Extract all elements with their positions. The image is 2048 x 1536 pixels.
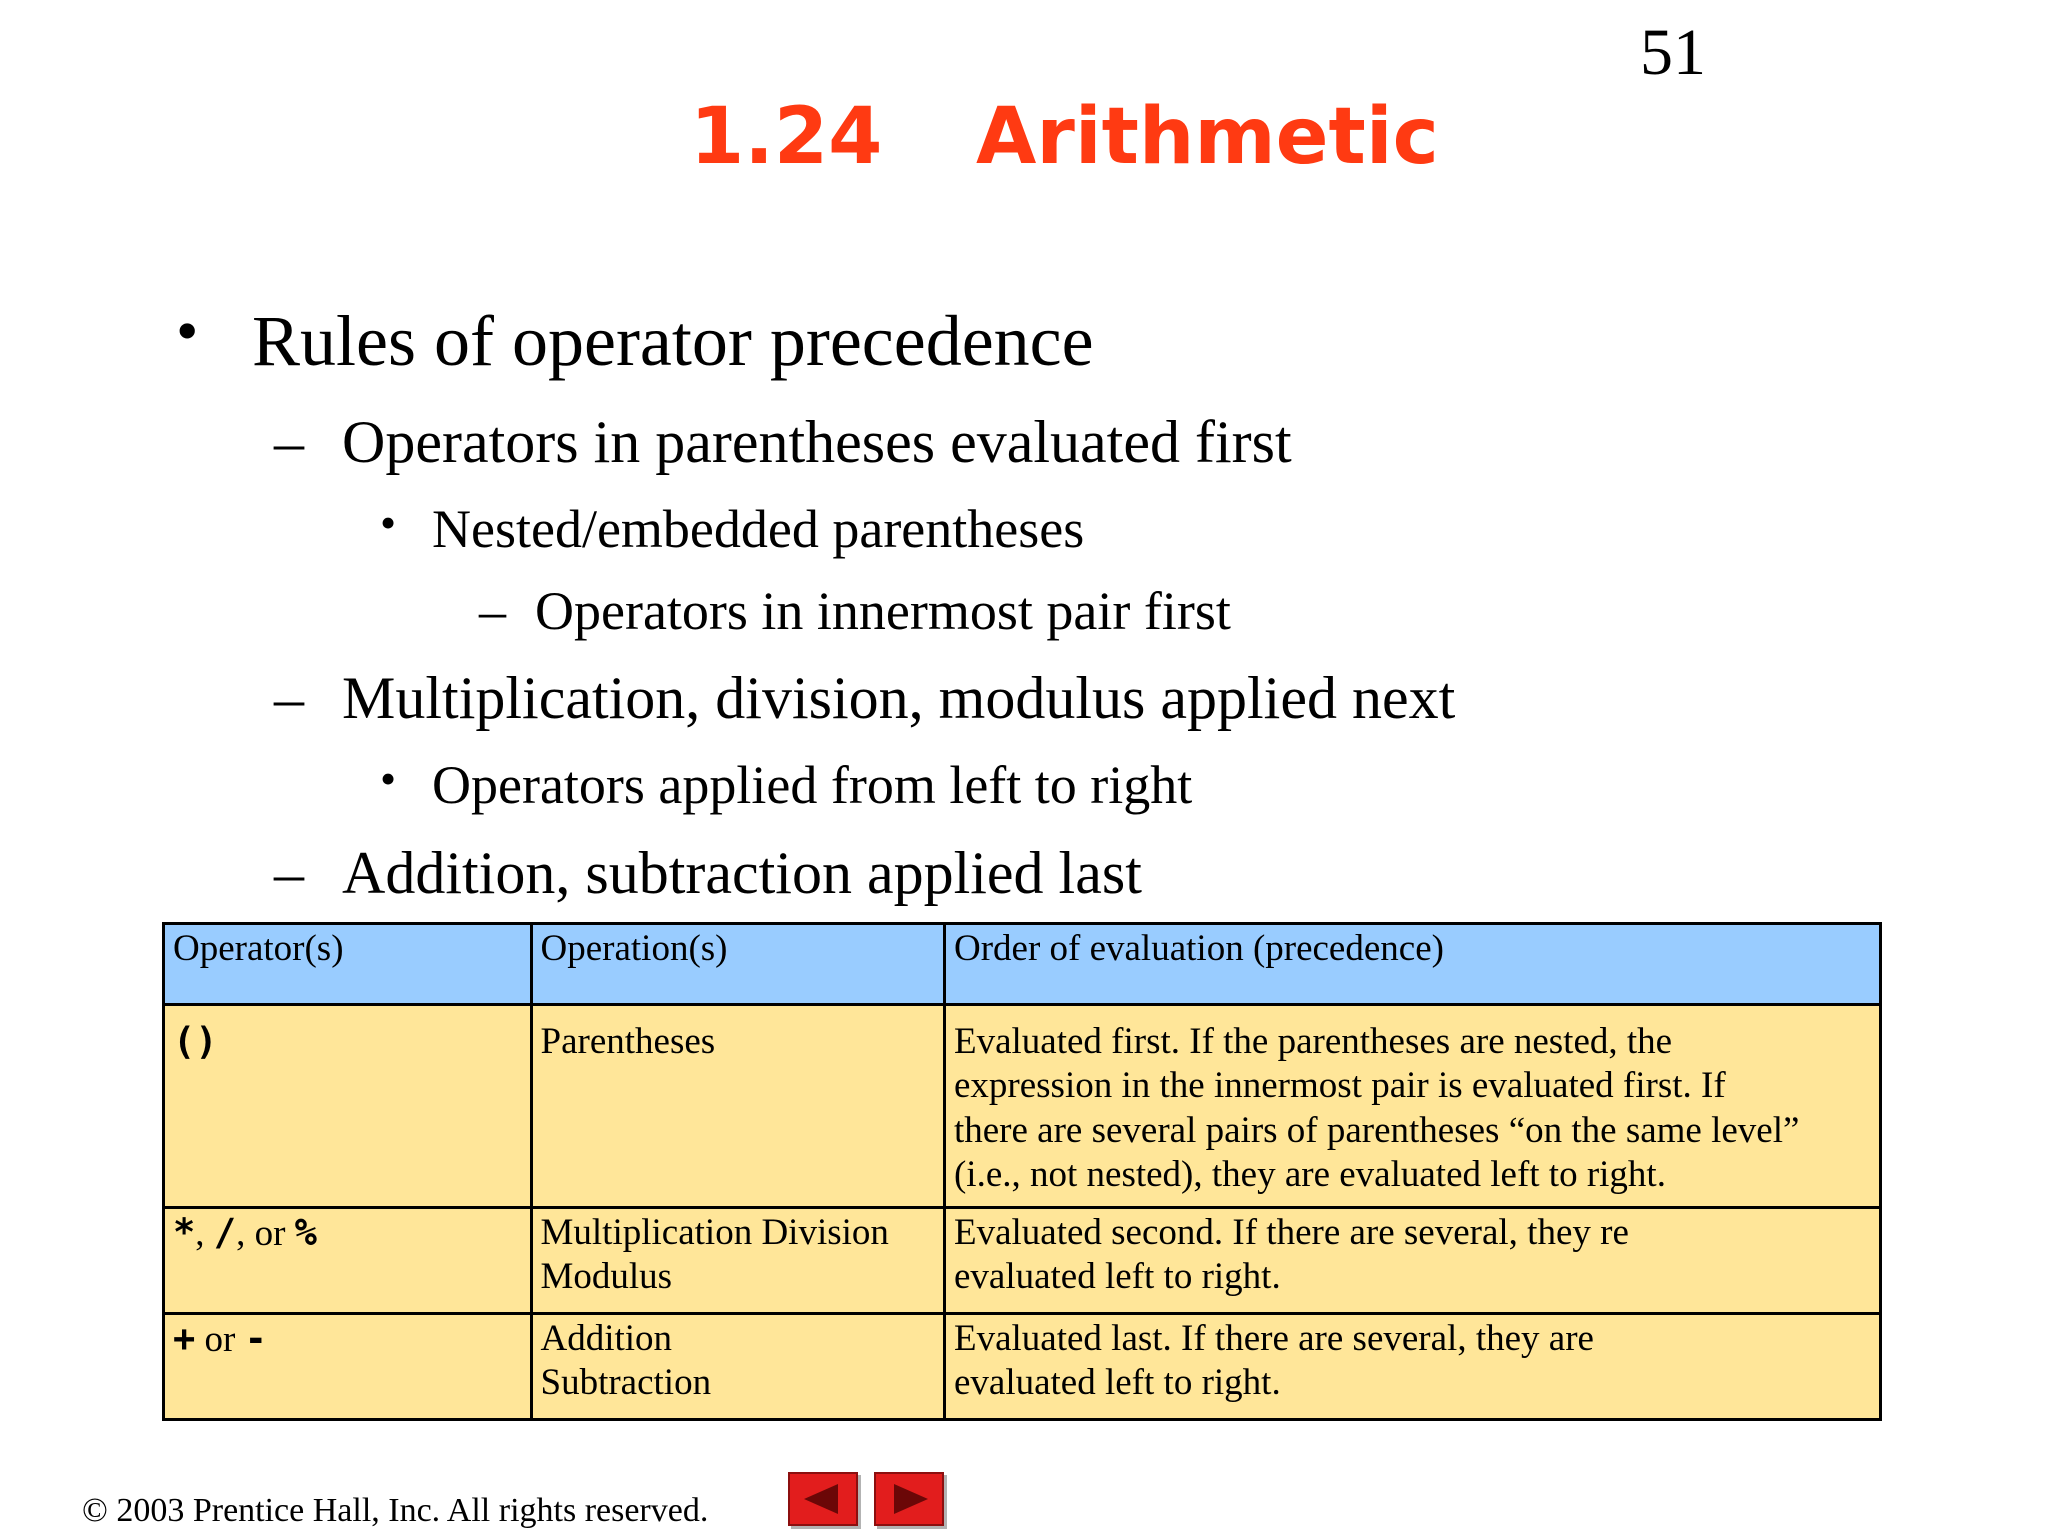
precedence-table xyxy=(162,922,1882,1421)
bullet-sub3-text: Addition, subtraction applied last xyxy=(342,840,1142,906)
order-line: evaluated left to right. xyxy=(953,1255,1281,1297)
bullet-sub2-a-text: Operators applied from left to right xyxy=(432,755,1193,815)
dash-icon: – xyxy=(479,581,506,641)
operation-cell xyxy=(531,1207,944,1313)
dash-icon: – xyxy=(274,665,304,731)
operator-cell xyxy=(164,1313,532,1419)
bullet-sub1 xyxy=(274,409,1292,475)
operator-code: - xyxy=(244,1316,267,1360)
section-number: 1.24 xyxy=(690,92,883,182)
operation-cell xyxy=(531,1313,944,1419)
dash-icon: – xyxy=(274,840,304,906)
bullet-dot-icon: • xyxy=(176,295,199,366)
order-line: Evaluated first. If the parentheses are nested, the xyxy=(953,1021,1673,1062)
bullet-sub1-a xyxy=(380,497,1085,559)
table-row xyxy=(164,1313,1881,1419)
operator-code: * xyxy=(173,1210,196,1254)
bullet-sub1-a-text: Nested/embedded parentheses xyxy=(432,499,1085,559)
operation-line: Multiplication Division xyxy=(540,1211,889,1253)
left-arrow-icon xyxy=(804,1484,838,1514)
table-row xyxy=(164,1207,1881,1313)
bullet-sub3 xyxy=(274,840,1142,906)
previous-slide-button[interactable] xyxy=(788,1472,858,1526)
operation-line: Modulus xyxy=(540,1255,673,1297)
bullet-dot-icon: • xyxy=(380,497,397,548)
copyright-footer: © 2003 Prentice Hall, Inc. All rights reserved. xyxy=(82,1492,709,1529)
order-line: expression in the innermost pair is evaluated first. If xyxy=(953,1065,1726,1107)
order-line: there are several pairs of parentheses “on the same level” xyxy=(953,1109,1800,1151)
header-order: Order of evaluation (precedence) xyxy=(944,924,1880,1005)
operation-line: Addition xyxy=(540,1317,673,1359)
bullet-sub1-a-i xyxy=(479,581,1231,641)
order-cell xyxy=(944,1005,1880,1208)
operator-code: % xyxy=(294,1210,317,1254)
operator-cell xyxy=(164,1207,532,1313)
operation-line: Subtraction xyxy=(540,1361,712,1403)
order-line: evaluated left to right. xyxy=(953,1361,1281,1403)
order-line: Evaluated second. If there are several, they re xyxy=(953,1211,1629,1253)
bullet-sub2 xyxy=(274,665,1456,731)
order-line: Evaluated last. If there are several, they are xyxy=(953,1317,1594,1359)
operator-separator: or xyxy=(195,1318,245,1360)
operation-cell xyxy=(531,1005,944,1208)
bullet-sub1-text: Operators in parentheses evaluated first xyxy=(342,409,1292,475)
operator-cell xyxy=(164,1005,532,1208)
order-cell xyxy=(944,1207,1880,1313)
title-text: Arithmetic xyxy=(976,92,1439,182)
bullet-sub2-text: Multiplication, division, modulus applied next xyxy=(342,665,1456,731)
order-line: (i.e., not nested), they are evaluated left to right. xyxy=(953,1154,1666,1196)
table-header-row xyxy=(164,924,1881,1005)
dash-icon: – xyxy=(274,409,304,475)
operator-code: / xyxy=(213,1210,237,1254)
right-arrow-icon xyxy=(894,1484,928,1514)
header-operations: Operation(s) xyxy=(531,924,944,1005)
bullet-sub1-a-i-text: Operators in innermost pair first xyxy=(535,581,1231,641)
operator-separator: , or xyxy=(236,1212,295,1254)
next-slide-button[interactable] xyxy=(874,1472,944,1526)
operation-line: Parentheses xyxy=(540,1021,716,1062)
bullet-main xyxy=(176,295,1094,381)
operator-code: () xyxy=(173,1020,218,1063)
operator-code: + xyxy=(173,1316,196,1360)
bullet-main-text: Rules of operator precedence xyxy=(252,301,1094,381)
operator-separator: , xyxy=(195,1212,214,1254)
order-cell xyxy=(944,1313,1880,1419)
page-number: 51 xyxy=(1640,16,1706,89)
table-row xyxy=(164,1005,1881,1208)
header-operators: Operator(s) xyxy=(164,924,532,1005)
bullet-dot-icon: • xyxy=(380,753,397,804)
bullet-sub2-a xyxy=(380,753,1193,815)
